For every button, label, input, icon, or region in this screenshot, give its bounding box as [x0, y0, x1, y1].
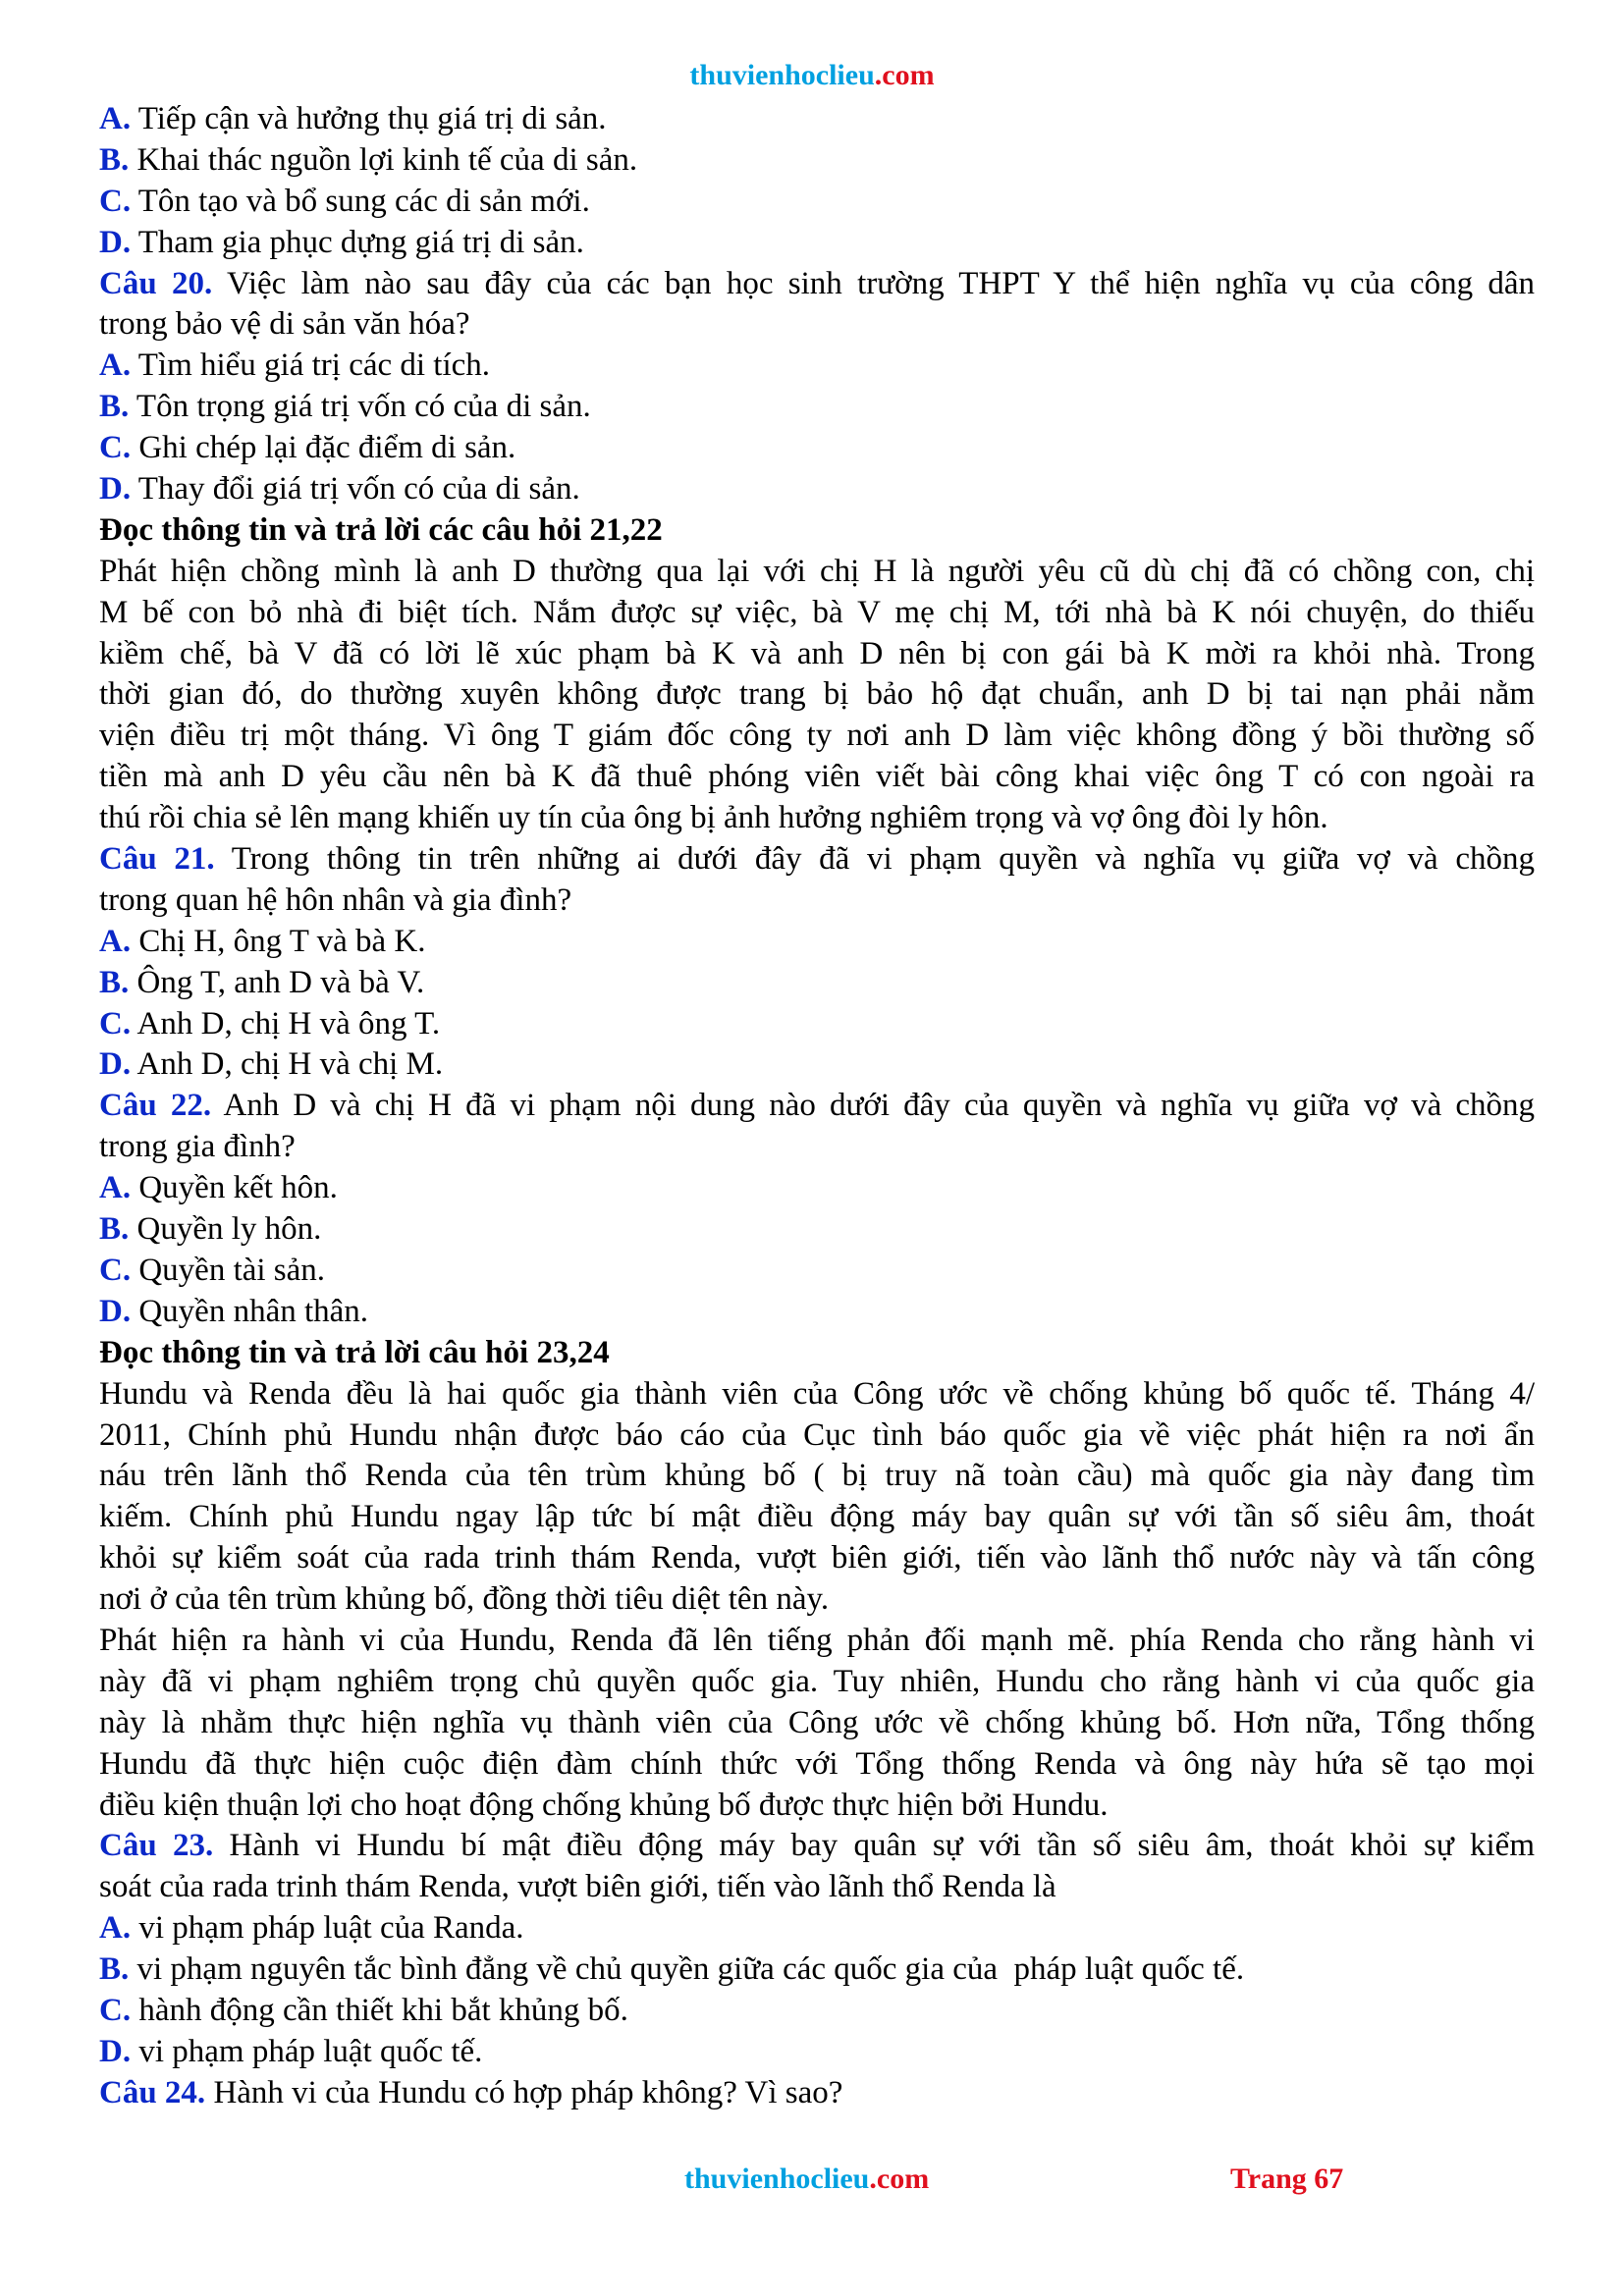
option-label: C. [99, 430, 132, 466]
question-stem: trong bảo vệ di sản văn hóa? [99, 306, 470, 343]
question-stem: Hành vi Hundu bí mật điều động máy bay quân sự với tần số siêu âm, thoát khỏi sự kiểm [229, 1828, 1535, 1864]
option-text: Tìm hiểu giá trị các di tích. [137, 347, 491, 384]
option-label: C. [99, 183, 132, 219]
question-stem-line [99, 264, 1535, 305]
option-text: vi phạm nguyên tắc bình đẳng về chủ quyền giữa các quốc gia của pháp luật quốc tế. [136, 1951, 1245, 1988]
passage-line: thời gian đó, do thường xuyên không được trang bị bảo hộ đạt chuẩn, anh D bị tai nạn phải nằm [99, 676, 1535, 713]
option-text: Khai thác nguồn lợi kinh tế của di sản. [136, 141, 638, 178]
passage-line: 2011, Chính phủ Hundu nhận được báo cáo của Cục tình báo quốc gia về việc phát hiện ra nơi ẩn [99, 1416, 1535, 1453]
question-stem-line [99, 881, 1535, 922]
option-label: D. [99, 471, 132, 507]
option-line [99, 1209, 1535, 1251]
question-stem-line [99, 304, 1535, 346]
option-label: B. [99, 1951, 130, 1988]
passage-line: này đã vi phạm nghiêm trọng chủ quyền quốc gia. Tuy nhiên, Hundu cho rằng hành vi của quốc gia [99, 1663, 1535, 1699]
question-stem: Việc làm nào sau đây của các bạn học sinh trường THPT Y thể hiện nghĩa vụ của công dân [226, 265, 1536, 301]
passage-line: Hundu đã thực hiện cuộc điện đàm chính thức với Tổng thống Renda và ông này hứa sẽ tạo mọi [99, 1745, 1535, 1782]
option-text: hành động cần thiết khi bắt khủng bố. [138, 1992, 628, 2028]
option-label: C. [99, 1992, 132, 2028]
option-text: Anh D, chị H và ông T. [136, 1005, 441, 1041]
header-site-name-part-2: .com [874, 59, 935, 91]
option-line [99, 1908, 1535, 1949]
option-line [99, 182, 1535, 223]
passage-line: náu trên lãnh thổ Renda của tên trùm khủng bố ( bị truy nã toàn cầu) mà quốc gia này đang tìm [99, 1458, 1535, 1494]
option-label: A. [99, 923, 132, 959]
option-text: Tôn trọng giá trị vốn có của di sản. [135, 389, 591, 425]
option-line [99, 963, 1535, 1004]
section-heading: Đọc thông tin và trả lời các câu hỏi 21,22 [99, 511, 663, 548]
option-text: Thay đổi giá trị vốn có của di sản. [137, 471, 580, 507]
option-line [99, 1251, 1535, 1292]
option-label: D. [99, 2033, 132, 2069]
passage-line: thú rồi chia sẻ lên mạng khiến uy tín của ông bị ảnh hưởng nghiêm trọng và vợ ông đòi ly hôn. [99, 800, 1328, 836]
option-line [99, 1949, 1535, 1991]
page-content [99, 99, 1535, 2114]
option-line [99, 99, 1535, 140]
option-text: Quyền nhân thân. [138, 1293, 369, 1329]
question-stem-line [99, 1826, 1535, 1867]
option-label: A. [99, 101, 132, 136]
footer-site-name-part-1: thuvienhoclieu [684, 2163, 870, 2195]
question-stem: trong quan hệ hôn nhân và gia đình? [99, 881, 572, 918]
passage-line: M bế con bỏ nhà đi biệt tích. Nắm được sự việc, bà V mẹ chị M, tới nhà bà K nói chuyện, do thiếu [99, 594, 1535, 630]
page-number: Trang 67 [1230, 2163, 1344, 2195]
passage-line: điều kiện thuận lợi cho hoạt động chống khủng bố được thực hiện bởi Hundu. [99, 1787, 1109, 1823]
option-label: A. [99, 1170, 132, 1206]
passage-line: kiếm. Chính phủ Hundu ngay lập tức bí mật điều động máy bay quân sự với tần số siêu âm, thoát [99, 1499, 1535, 1535]
option-line [99, 469, 1535, 510]
option-text: Quyền kết hôn. [138, 1170, 338, 1206]
option-label: B. [99, 141, 130, 178]
question-stem: Trong thông tin trên những ai dưới đây đã vi phạm quyền và nghĩa vụ giữa vợ và chồng [231, 841, 1536, 878]
option-label: B. [99, 1211, 130, 1248]
option-line [99, 922, 1535, 963]
question-stem-line [99, 2073, 1535, 2114]
question-stem: Anh D và chị H đã vi phạm nội dung nào dưới đây của quyền và nghĩa vụ giữa vợ và chồng [223, 1088, 1536, 1124]
option-line [99, 1004, 1535, 1045]
footer-site-name[interactable] [684, 2163, 929, 2196]
option-line [99, 428, 1535, 469]
passage-line: viện điều trị một tháng. Vì ông T giám đốc công ty nơi anh D làm việc không đồng ý bồi thường số [99, 718, 1535, 754]
header-site-name[interactable] [0, 59, 1624, 92]
option-label: C. [99, 1005, 132, 1041]
option-text: vi phạm pháp luật quốc tế. [138, 2033, 483, 2069]
question-stem: Hành vi của Hundu có hợp pháp không? Vì sao? [213, 2074, 843, 2110]
option-label: C. [99, 1252, 132, 1288]
option-line [99, 140, 1535, 182]
question-stem: soát của rada trinh thám Renda, vượt biên giới, tiến vào lãnh thổ Renda là [99, 1869, 1056, 1905]
option-text: Anh D, chị H và chị M. [136, 1046, 444, 1083]
option-text: Ghi chép lại đặc điểm di sản. [138, 430, 516, 466]
option-label: B. [99, 964, 130, 1000]
passage-line: Phát hiện ra hành vi của Hundu, Renda đã lên tiếng phản đối mạnh mẽ. phía Renda cho rằng hành vi [99, 1622, 1535, 1658]
passage-line: kiềm chế, bà V đã có lời lẽ xúc phạm bà K và anh D nên bị con gái bà K mời ra khỏi nhà. Trong [99, 635, 1535, 671]
passage-line: khỏi sự kiểm soát của rada trinh thám Renda, vượt biên giới, tiến vào lãnh thổ nước này và tấn công [99, 1540, 1535, 1576]
option-text: vi phạm pháp luật của Randa. [138, 1910, 524, 1947]
question-label: Câu 24. [99, 2074, 206, 2110]
footer-site-name-part-2: .com [869, 2163, 930, 2195]
question-stem-line [99, 1127, 1535, 1168]
question-label: Câu 21. [99, 841, 215, 878]
option-line [99, 1168, 1535, 1209]
passage-line: này là nhằm thực hiện nghĩa vụ thành viên của Công ước về chống khủng bố. Hơn nữa, Tổng thống [99, 1704, 1535, 1740]
passage-line: nơi ở của tên trùm khủng bố, đồng thời tiêu diệt tên này. [99, 1581, 830, 1618]
option-text: Quyền tài sản. [138, 1252, 326, 1288]
option-text: Tôn tạo và bổ sung các di sản mới. [137, 183, 590, 219]
option-text: Ông T, anh D và bà V. [136, 964, 425, 1000]
option-label: A. [99, 347, 132, 384]
option-text: Quyền ly hôn. [136, 1211, 322, 1248]
question-label: Câu 20. [99, 265, 213, 301]
header-site-name-part-1: thuvienhoclieu [689, 59, 875, 91]
option-line [99, 2032, 1535, 2073]
question-stem-line [99, 1086, 1535, 1127]
section-heading: Đọc thông tin và trả lời câu hỏi 23,24 [99, 1334, 610, 1370]
option-line [99, 1991, 1535, 2032]
option-text: Tham gia phục dựng giá trị di sản. [137, 224, 584, 260]
option-line [99, 1044, 1535, 1086]
passage-line: Phát hiện chồng mình là anh D thường qua lại với chị H là người yêu cũ dù chị đã có chồng con, chị [99, 553, 1535, 589]
option-line [99, 223, 1535, 264]
passage-line: Hundu và Renda đều là hai quốc gia thành viên của Công ước về chống khủng bố quốc tế. Tháng 4/ [99, 1375, 1535, 1412]
option-text: Chị H, ông T và bà K. [138, 923, 426, 959]
question-stem: trong gia đình? [99, 1129, 296, 1165]
option-line [99, 387, 1535, 428]
option-label: D. [99, 1046, 132, 1083]
option-label: D. [99, 1293, 132, 1329]
option-label: D. [99, 224, 132, 260]
option-label: B. [99, 389, 130, 425]
question-label: Câu 23. [99, 1828, 214, 1864]
option-line [99, 1292, 1535, 1333]
option-text: Tiếp cận và hưởng thụ giá trị di sản. [137, 101, 607, 136]
passage-line: tiền mà anh D yêu cầu nên bà K đã thuê phóng viên viết bài công khai việc ông T có con ngoài ra [99, 759, 1535, 795]
option-label: A. [99, 1910, 132, 1947]
question-stem-line [99, 1867, 1535, 1908]
question-label: Câu 22. [99, 1088, 212, 1124]
option-line [99, 346, 1535, 387]
question-stem-line [99, 839, 1535, 881]
